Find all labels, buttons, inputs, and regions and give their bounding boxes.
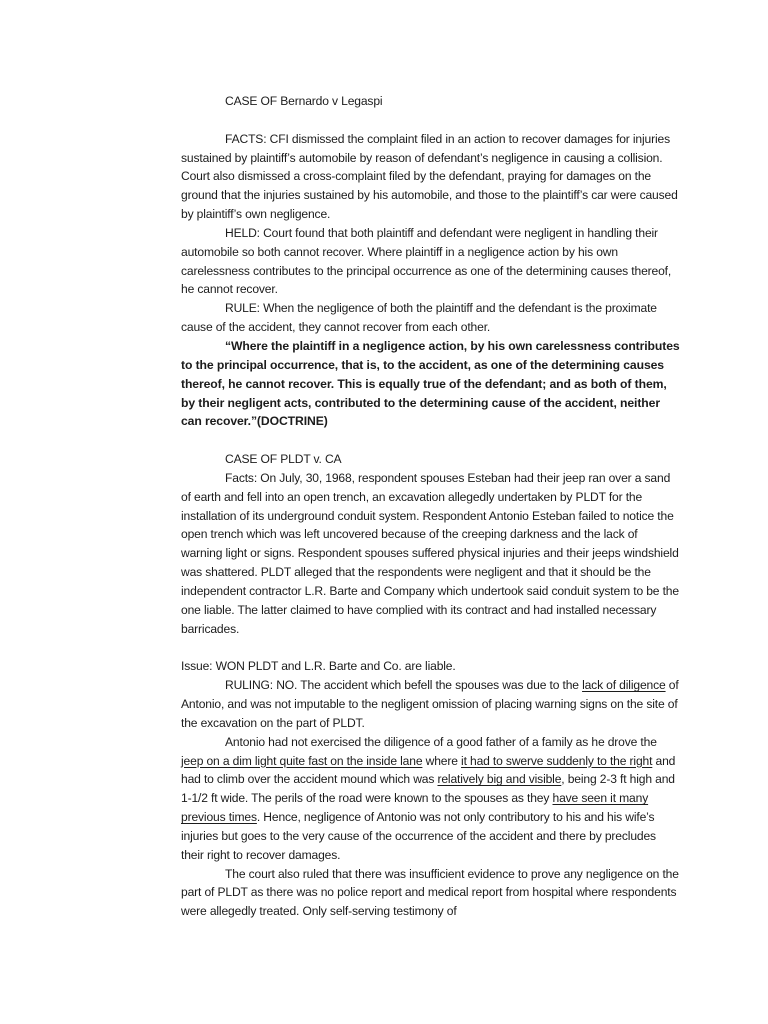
case2-issue: Issue: WON PLDT and L.R. Barte and Co. are liable. [181,659,456,674]
case1-facts: FACTS: CFI dismissed the complaint filed in an action to recover damages for injuries sustained by plaintiff’s automobile by reason of defendant’s negligence in causing a collision. Court also dismissed a cross-complaint filed by the defendant, praying for damages on the ground that the injuries sustained by his automobile, and those to the plaintiff’s car were caused by plaintiff’s own negligence. [181,131,678,222]
document-body [181,92,681,921]
case1-title: CASE OF Bernardo v Legaspi [225,94,383,108]
antonio-underlined-text: it had to swerve suddenly to the right [461,753,653,768]
ruling-text: of Antonio, and was not imputable to the negligent omission of placing warning signs on the site of the excavation on the part of PLDT. [181,678,679,730]
antonio-underlined-text: relatively big and visible [437,772,562,787]
antonio-text: Antonio had not exercised the diligence of a good father of a family as he drove the [225,734,657,749]
antonio-text: and had to climb over the accident mound which was [181,753,676,787]
antonio-underlined-text: jeep on a dim light quite fast on the inside lane [181,753,423,768]
spacer [181,638,681,657]
case2-ruling [181,676,681,733]
ruling-text: RULING: NO. The accident which befell the spouses was due to the [225,678,583,693]
spacer [181,111,681,130]
case2-court-paragraph: The court also ruled that there was insufficient evidence to prove any negligence on the part of PLDT as there was no police report and medical report from hospital where respondents were allegedly treated. Only self-serving testimony of [181,866,679,919]
antonio-text: , being 2-3 ft high and 1-1/2 ft wide. The perils of the road were known to the spouses as they [181,772,675,806]
case2-antonio-paragraph [181,733,681,865]
spacer [181,431,681,450]
case2-title: CASE OF PLDT v. CA [225,452,342,467]
ruling-underlined-text: lack of diligence [582,678,666,693]
case1-held: HELD: Court found that both plaintiff and defendant were negligent in handling their automobile so both cannot recover. Where plaintiff in a negligence action by his own carelessness contributes to the principal occurrence as one of the determining causes thereof, he cannot recover. [181,225,672,297]
antonio-underlined-text: have seen it many previous times [181,791,649,825]
antonio-text: . Hence, negligence of Antonio was not only contributory to his and his wife’s injuries but goes to the very cause of the occurrence of the accident and there by precludes their right to recover damages. [181,810,656,862]
case1-doctrine: “Where the plaintiff in a negligence action, by his own carelessness contributes to the principal occurrence, that is, to the accident, as one of the determining causes thereof, he cannot recover. This is equally true of the defendant; and as both of them, by their negligent acts, contributed to the determining cause of the accident, neither can recover.”(DOCTRINE) [181,338,680,429]
case2-facts: Facts: On July, 30, 1968, respondent spouses Esteban had their jeep ran over a sand of earth and fell into an open trench, an excavation allegedly undertaken by PLDT for the installation of its underground conduit system. Respondent Antonio Esteban failed to notice the open trench which was left uncovered because of the creeping darkness and the lack of warning light or signs. Respondent spouses suffered physical injuries and their jeeps windshield was shattered. PLDT alleged that the respondents were negligent and that it should be the independent contractor L.R. Barte and Company which undertook said conduit system to be the one liable. The latter claimed to have complied with its contract and had installed necessary barricades. [181,470,679,636]
case1-rule: RULE: When the negligence of both the plaintiff and the defendant is the proximate cause of the accident, they cannot recover from each other. [181,301,657,335]
antonio-text: where [422,753,462,768]
